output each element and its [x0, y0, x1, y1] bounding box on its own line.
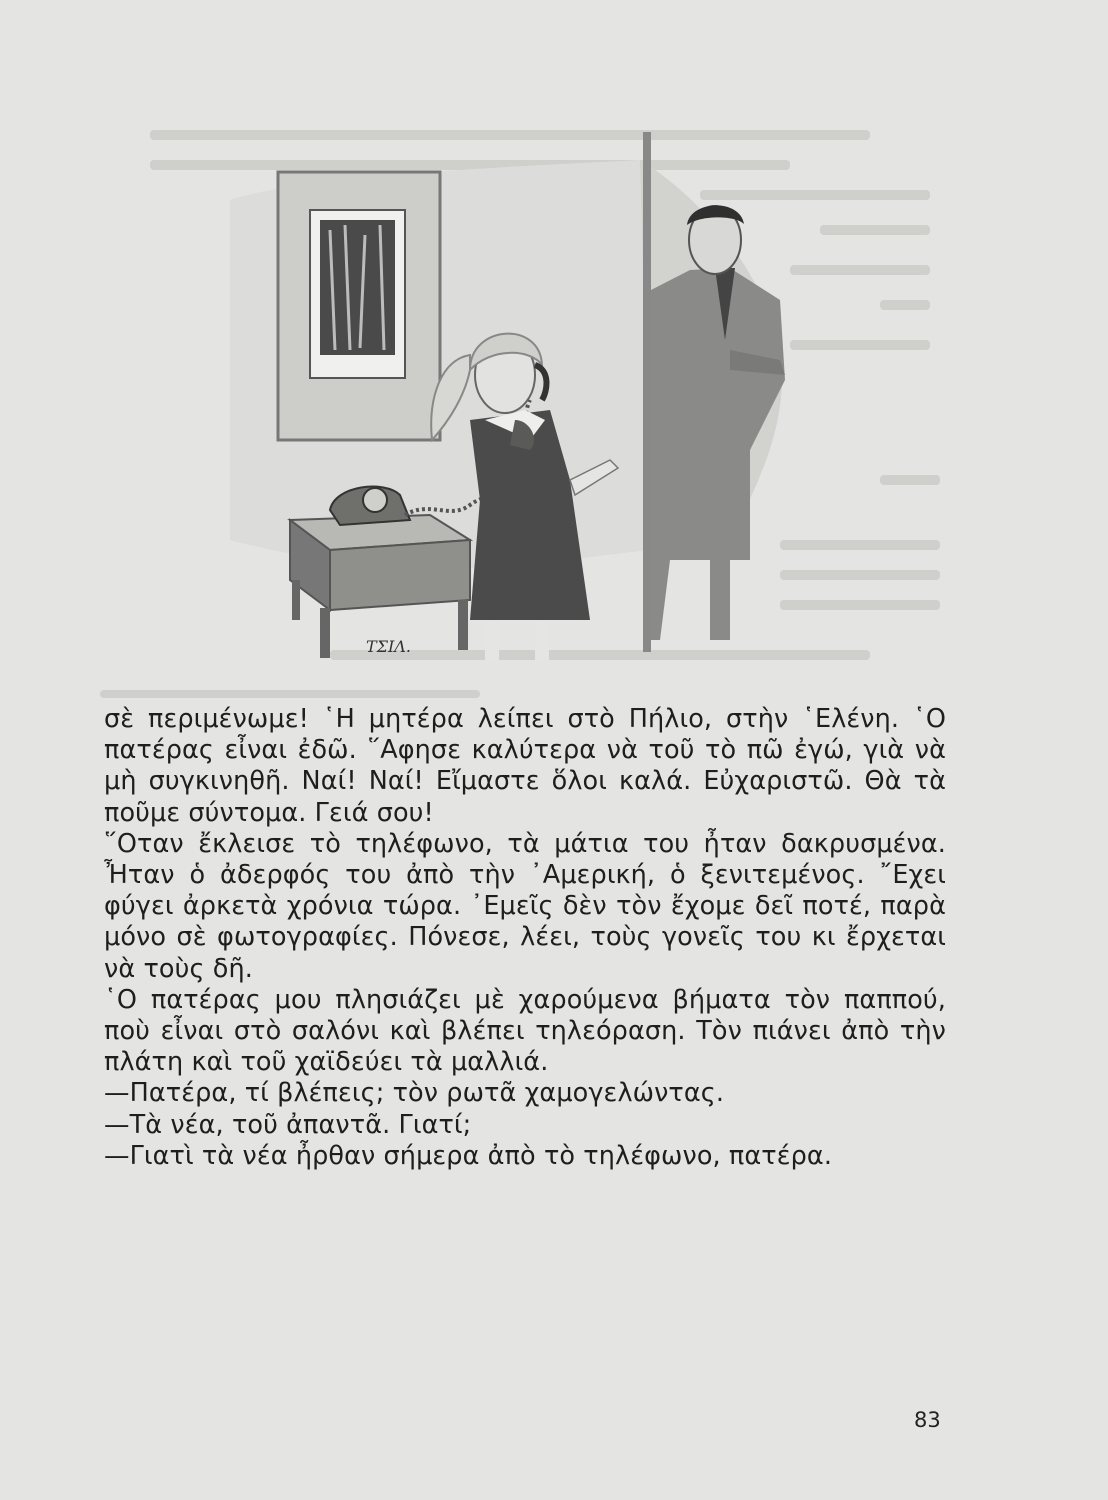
wall-picture: [278, 172, 440, 440]
illustration-girl-on-phone: [170, 120, 960, 680]
story-text: [104, 704, 946, 1172]
dialogue-line-1: —Πατέρα, τί βλέπεις; τὸν ρωτᾶ χαμογελώντας.: [104, 1078, 725, 1109]
page-number: 83: [914, 1408, 941, 1432]
illustration-signature: ΤΣΙΛ.: [366, 637, 411, 656]
paragraph-2: ῞Οταν ἔκλεισε τὸ τηλέφωνο, τὰ μάτια του ἦταν δακρυσμένα. Ἦταν ὁ ἀδερφός του ἀπὸ τὴν ᾿Αμερική, ὁ ξενιτεμένος. ῎Εχει φύγει ἀρκετὰ χρόνια τώρα. ᾿Εμεῖς δὲν τὸν ἔχομε δεῖ ποτέ, παρὰ μόνο σὲ φωτογραφίες. Πόνεσε, λέει, τοὺς γονεῖς του κι ἔρχεται νὰ τοὺς δῆ.: [104, 828, 946, 984]
dialogue-line-3: —Γιατὶ τὰ νέα ἦρθαν σήμερα ἀπὸ τὸ τηλέφωνο, πατέρα.: [104, 1140, 833, 1171]
paragraph-3: ῾Ο πατέρας μου πλησιάζει μὲ χαρούμενα βήματα τὸν παππού, ποὺ εἶναι στὸ σαλόνι καὶ βλέπει τηλεόραση. Τὸν πιάνει ἀπὸ τὴν πλάτη καὶ τοῦ χαϊδεύει τὰ μαλλιά.: [104, 984, 946, 1078]
paragraph-1: σὲ περιμένωμε! ῾Η μητέρα λείπει στὸ Πήλιο, στὴν ῾Ελένη. ῾Ο πατέρας εἶναι ἐδῶ. ῞Αφησε καλύτερα νὰ τοῦ τὸ πῶ ἐγώ, γιὰ νὰ μὴ συγκινηθῆ. Ναί! Ναί! Εἴμαστε ὅλοι καλά. Εὐχαριστῶ. Θὰ τὰ ποῦμε σύντομα. Γειά σου!: [104, 704, 946, 828]
dialogue-line-2: —Τὰ νέα, τοῦ ἀπαντᾶ. Γιατί;: [104, 1109, 472, 1140]
